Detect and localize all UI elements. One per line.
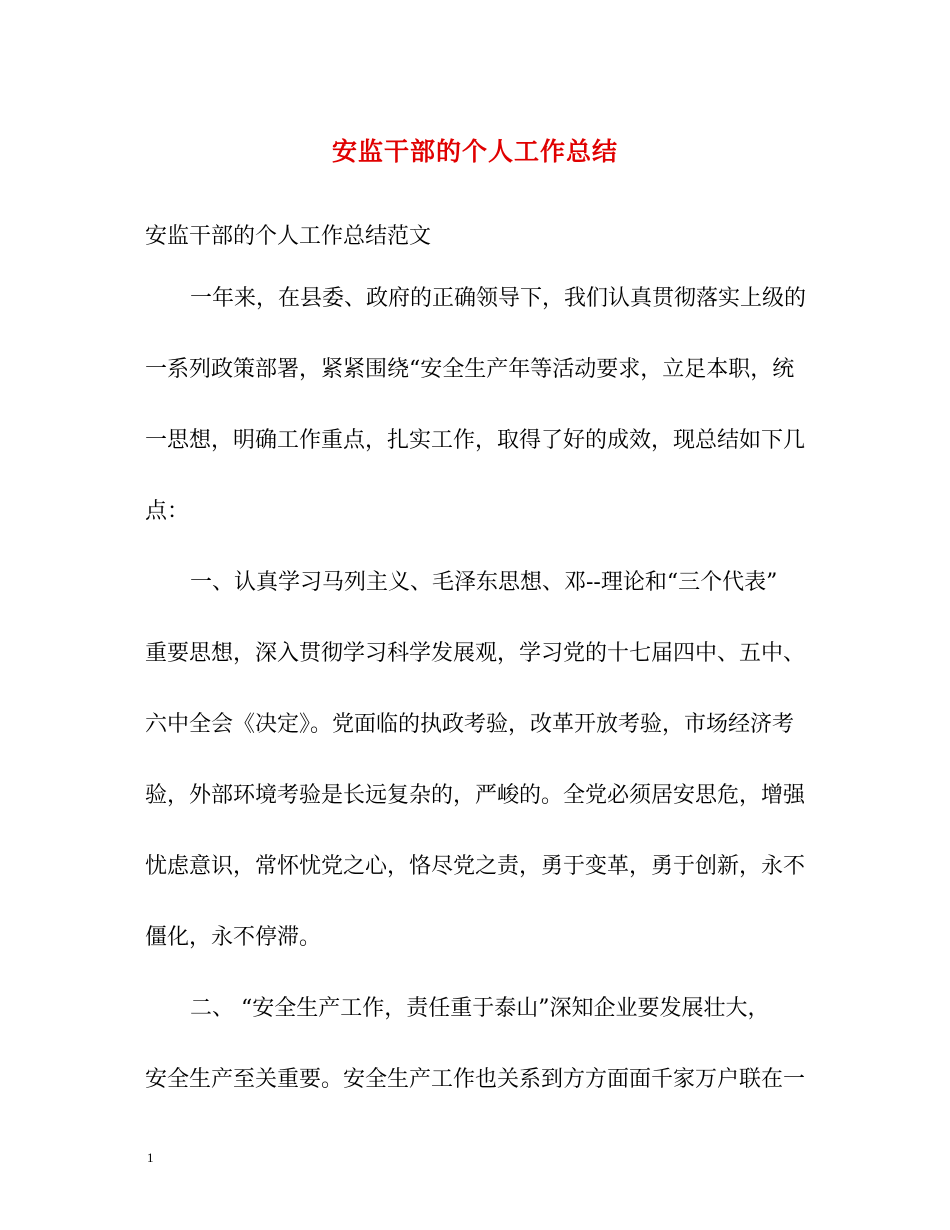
body-line-11: 二、 “安全生产工作，责任重于泰山”深知企业要发展壮大， — [190, 996, 770, 1021]
document-subtitle: 安监干部的个人工作总结范文 — [145, 224, 432, 249]
body-line-1: 一年来，在县委、政府的正确领导下，我们认真贯彻落实上级的 — [190, 286, 807, 311]
page-number: 1 — [147, 1150, 154, 1165]
body-line-12: 安全生产至关重要。安全生产工作也关系到方方面面千家万户联在一 — [145, 1067, 806, 1092]
body-line-9: 忧虑意识，常怀忧党之心，恪尽党之责，勇于变革，勇于创新，永不 — [145, 854, 806, 879]
body-line-10: 僵化，永不停滞。 — [145, 925, 322, 950]
body-line-2: 一系列政策部署，紧紧围绕“安全生产年等活动要求，立足本职，统 — [145, 357, 795, 382]
body-line-3: 一思想，明确工作重点，扎实工作，取得了好的成效，现总结如下几 — [145, 428, 806, 453]
document-title: 安监干部的个人工作总结 — [331, 137, 618, 166]
body-line-7: 六中全会《决定》。党面临的执政考验，改革开放考验，市场经济考 — [145, 712, 795, 737]
body-line-8: 验，外部环境考验是长远复杂的，严峻的。全党必须居安思危，增强 — [145, 783, 806, 808]
body-line-4: 点： — [145, 499, 190, 524]
body-line-6: 重要思想，深入贯彻学习科学发展观，学习党的十七届四中、五中、 — [145, 641, 806, 666]
body-line-5: 一、认真学习马列主义、毛泽东思想、邓--理论和“三个代表” — [190, 570, 778, 595]
